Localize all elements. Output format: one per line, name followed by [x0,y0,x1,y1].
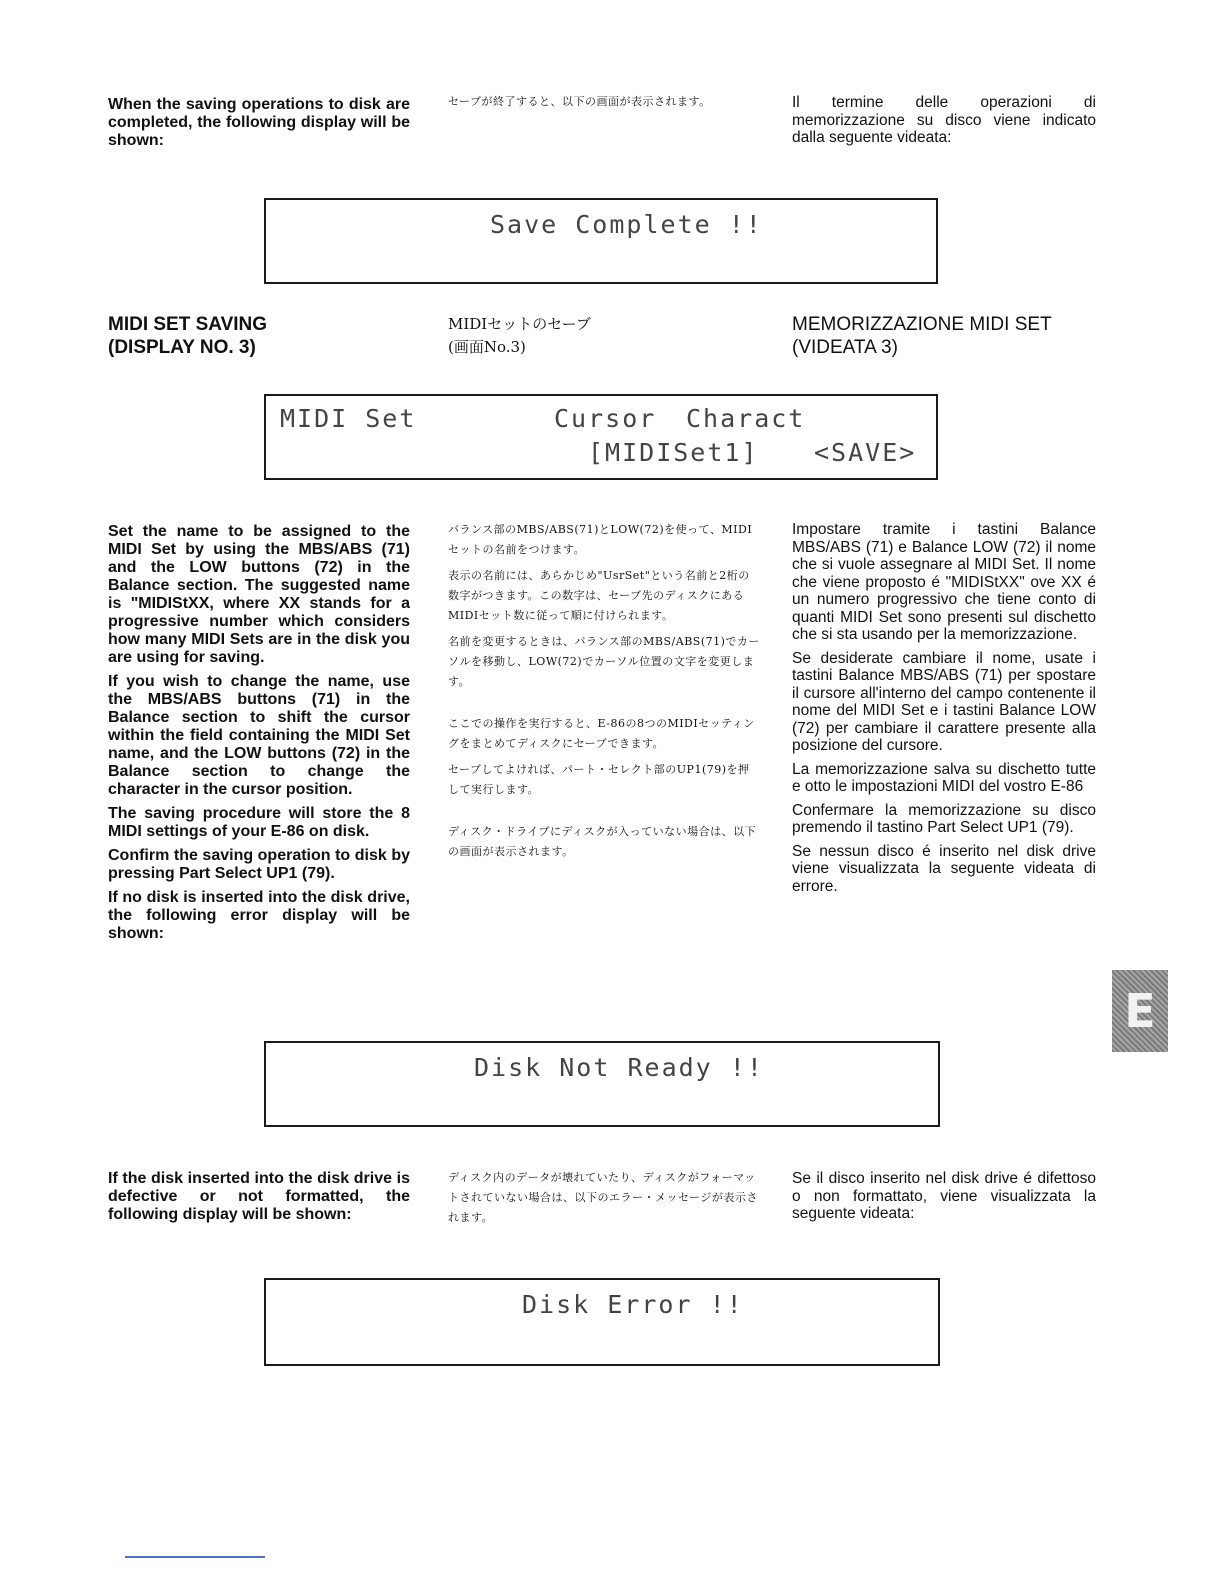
section-heading-ja [448,313,748,359]
body-en-p1: Set the name to be assigned to the MIDI Set by using the MBS/ABS (71) and the LOW buttons (72) in the Balance section. The suggested name is "MIDIStXX, where XX stands for a progressive number which considers how many MIDI Sets are in the disk you are using for saving. [108,523,410,666]
intro-text-en: When the saving operations to disk are completed, the following display will be shown: [108,96,410,149]
lcd-disk-not-ready-text: Disk Not Ready !! [474,1053,764,1082]
body-it-p2: Se desiderate cambiare il nome, usate i tastini Balance MBS/ABS (71) per spostare il cursore all'interno del campo contenente il nome del MIDI Set e i tastini Balance LOW (72) per cambiare il carattere presente alla posizione del cursore. [792,649,1096,754]
section-tab-e [1112,970,1168,1052]
section-tab-letter: E [1124,984,1156,1038]
heading-it-line1: MEMORIZZAZIONE MIDI SET [792,314,1052,335]
lcd-midi-set-title: MIDI Set [280,404,417,433]
lcd-save-complete-text: Save Complete !! [490,210,763,239]
lcd-midi-set-name-field: [MIDISet1] [588,438,759,467]
defective-text-it: Se il disco inserito nel disk drive é difettoso o non formattato, viene visualizzata la seguente videata: [792,1170,1096,1222]
body-column-ja [448,520,760,868]
heading-it-line2: (VIDEATA 3) [792,337,898,358]
heading-ja-line1: MIDIセットのセーブ [448,315,591,333]
body-en-p3: The saving procedure will store the 8 MIDI settings of your E-86 on disk. [108,805,410,840]
intro-text-it: Il termine delle operazioni di memorizzazione su disco viene indicato dalla seguente videata: [792,94,1096,146]
defective-text-en: If the disk inserted into the disk drive is defective or not formatted, the following display will be shown: [108,1170,410,1223]
lcd-midi-set [264,394,938,480]
body-it-p4: Confermare la memorizzazione su disco premendo il tastino Part Select UP1 (79). [792,801,1096,836]
lcd-cursor-label: Cursor [554,404,657,433]
body-en-p5: If no disk is inserted into the disk drive, the following error display will be shown: [108,889,410,942]
heading-en-line2: (DISPLAY NO. 3) [108,337,256,358]
lcd-save-complete [264,198,938,284]
body-ja-p1: バランス部のMBS/ABS(71)とLOW(72)を使って、MIDIセットの名前をつけます。 [448,523,753,556]
body-column-it [792,521,1096,901]
body-ja-p3: 名前を変更するときは、バランス部のMBS/ABS(71)でカーソルを移動し、LOW(72)でカーソル位置の文字を変更します。 [448,635,760,688]
lcd-disk-not-ready [264,1041,940,1127]
body-column-en [108,523,410,949]
lcd-save-label: <SAVE> [814,438,917,467]
body-ja-p4: ここでの操作を実行すると、E-86の8つのMIDIセッティングをまとめてディスクにセーブできます。 [448,717,755,750]
lcd-disk-error-text: Disk Error !! [522,1290,744,1319]
heading-en-line1: MIDI SET SAVING [108,314,268,335]
section-heading-it [792,313,1122,359]
body-ja-p5: セーブしてよければ、パート・セレクト部のUP1(79)を押して実行します。 [448,763,750,796]
body-it-p1: Impostare tramite i tastini Balance MBS/ABS (71) e Balance LOW (72) il nome che si vuole assegnare al MIDI Set. Il nome che viene proposto é "MIDIStXX" ove XX é un numero progressivo che tiene conto di quanti MIDI Set sono presenti sul dischetto che si sta usando per la memorizzazione. [792,521,1096,643]
heading-ja-line2: (画面No.3) [448,338,526,356]
body-it-p3: La memorizzazione salva su dischetto tutte e otto le impostazioni MIDI del vostro E-86 [792,760,1096,795]
section-heading-en [108,313,408,359]
body-ja-p6: ディスク・ドライブにディスクが入っていない場合は、以下の画面が表示されます。 [448,825,757,858]
body-en-p4: Confirm the saving operation to disk by pressing Part Select UP1 (79). [108,847,410,882]
body-en-p2: If you wish to change the name, use the MBS/ABS buttons (71) in the Balance section to shift the cursor within the field containing the MIDI Set name, and the LOW buttons (72) in the Balance section to change the character in the cursor position. [108,673,410,798]
footer-rule [125,1556,265,1558]
intro-text-ja: セーブが終了すると、以下の画面が表示されます。 [448,95,711,108]
body-it-p5: Se nessun disco é inserito nel disk drive viene visualizzata la seguente videata di errore. [792,842,1096,895]
lcd-charact-label: Charact [686,404,806,433]
lcd-disk-error [264,1278,940,1366]
defective-text-ja: ディスク内のデータが壊れていたり、ディスクがフォーマットされていない場合は、以下のエラー・メッセージが表示されます。 [448,1171,758,1224]
body-ja-p2: 表示の名前には、あらかじめ"UsrSet"という名前と2桁の数字がつきます。この数字は、セーブ先のディスクにあるMIDIセット数に従って順に付けられます。 [448,569,750,622]
